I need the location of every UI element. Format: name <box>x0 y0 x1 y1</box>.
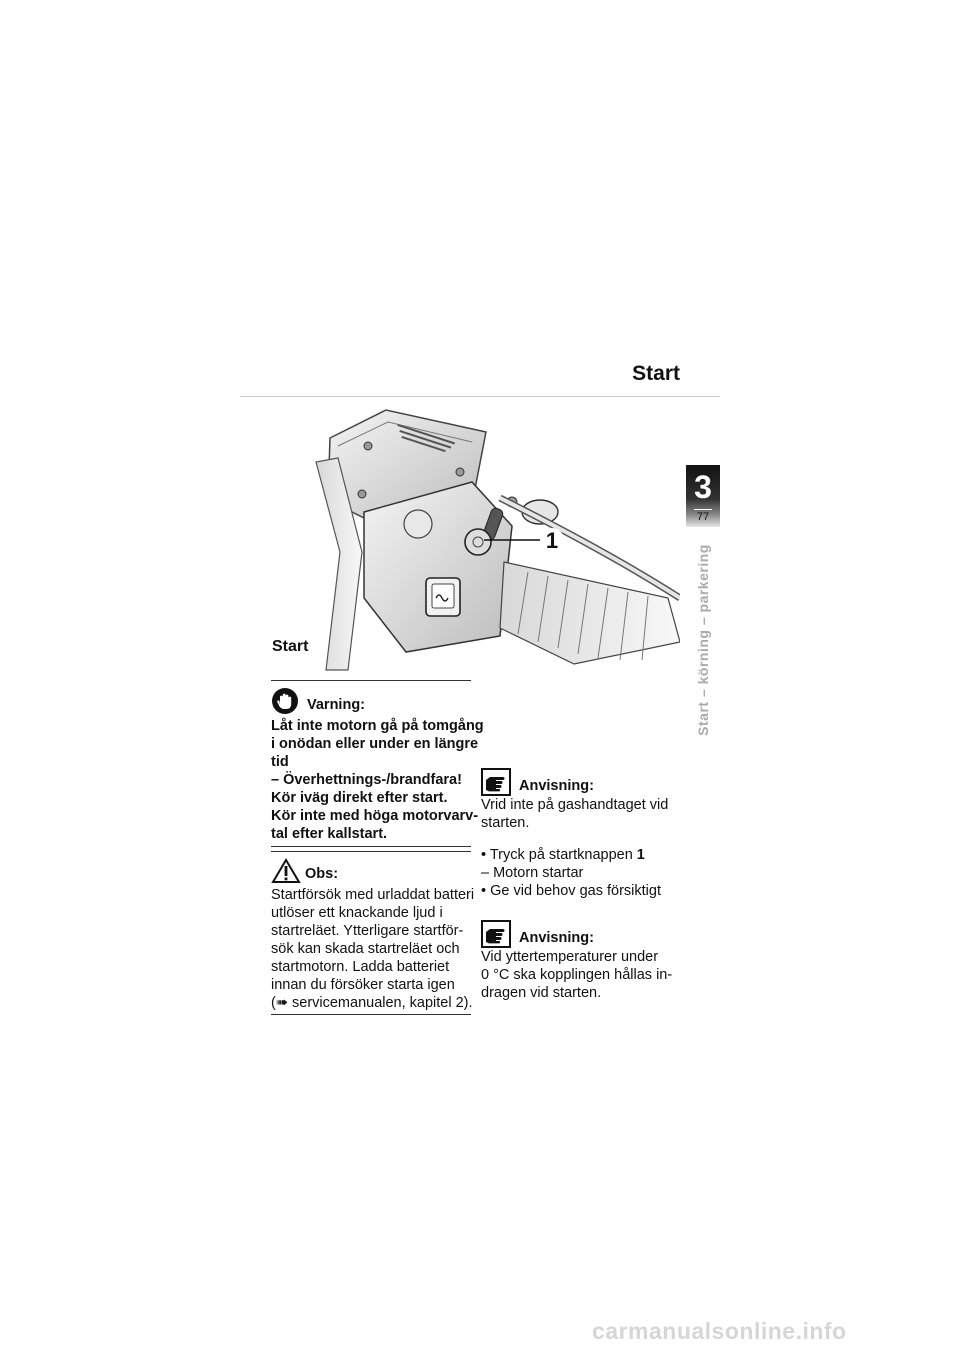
caution-top-rule <box>271 851 471 852</box>
warning-line: Kör iväg direkt efter start. <box>271 790 448 806</box>
chapter-tab <box>686 465 720 527</box>
chapter-number: 3 <box>694 469 712 505</box>
page-number: 77 <box>696 511 710 523</box>
warning-label: Varning: <box>307 697 366 713</box>
note-line: Vrid inte på gashandtaget vid <box>481 797 669 813</box>
warning-line: tal efter kallstart. <box>271 826 388 842</box>
handlebar-illustration <box>268 402 680 672</box>
watermark: carmanualsonline.info <box>592 1318 847 1344</box>
step-reference: 1 <box>636 847 645 863</box>
caution-line: Startförsök med urladdat batteri <box>271 887 475 903</box>
pointing-hand-icon <box>481 768 511 796</box>
caution-bottom-rule <box>271 1014 471 1015</box>
warning-top-rule <box>271 680 471 681</box>
warning-line: tid <box>271 754 289 770</box>
caution-line: startmotorn. Ladda batteriet <box>271 959 450 975</box>
note-label: Anvisning: <box>519 778 594 794</box>
stop-hand-icon <box>271 687 299 715</box>
page-title: Start <box>632 362 680 385</box>
caution-line: utlöser ett knackande ljud i <box>271 905 443 921</box>
caution-line: innan du försöker starta igen <box>271 977 455 993</box>
warning-line: – Överhettnings-/brandfara! <box>271 772 462 788</box>
warning-block <box>271 680 484 847</box>
caution-line: (➠ servicemanualen, kapitel 2). <box>271 995 473 1011</box>
caution-line: startreläet. Ytterligare startför- <box>271 923 464 939</box>
note-block-2 <box>481 914 681 1002</box>
steps-list <box>481 846 681 900</box>
note-line: starten. <box>481 815 530 831</box>
step-result: – Motorn startar <box>481 865 584 881</box>
note-line: Vid yttertemperaturer under <box>481 949 659 965</box>
note-block-1 <box>481 762 681 832</box>
note-line: 0 °C ska kopplingen hållas in- <box>481 967 673 983</box>
caution-block <box>271 851 475 1015</box>
note-line: dragen vid starten. <box>481 985 602 1001</box>
warning-bottom-rule <box>271 846 471 847</box>
step-item: • Ge vid behov gas försiktigt <box>481 883 661 899</box>
chapter-side-label: Start – körning – parkering <box>695 544 711 736</box>
warning-line: i onödan eller under en längre <box>271 736 479 752</box>
warning-line: Låt inte motorn gå på tomgång <box>271 718 484 734</box>
note-label: Anvisning: <box>519 930 594 946</box>
figure-caption: Start <box>272 638 309 655</box>
warning-line: Kör inte med höga motorvarv- <box>271 808 479 824</box>
step-item: • Tryck på startknappen 1 <box>481 847 645 863</box>
header-rule <box>240 396 720 397</box>
callout-1: 1 <box>545 528 559 553</box>
warning-triangle-icon <box>271 858 301 884</box>
caution-label: Obs: <box>305 866 339 882</box>
pointing-hand-icon <box>481 920 511 948</box>
caution-line: sök kan skada startreläet och <box>271 941 460 957</box>
chapter-divider <box>694 509 712 510</box>
